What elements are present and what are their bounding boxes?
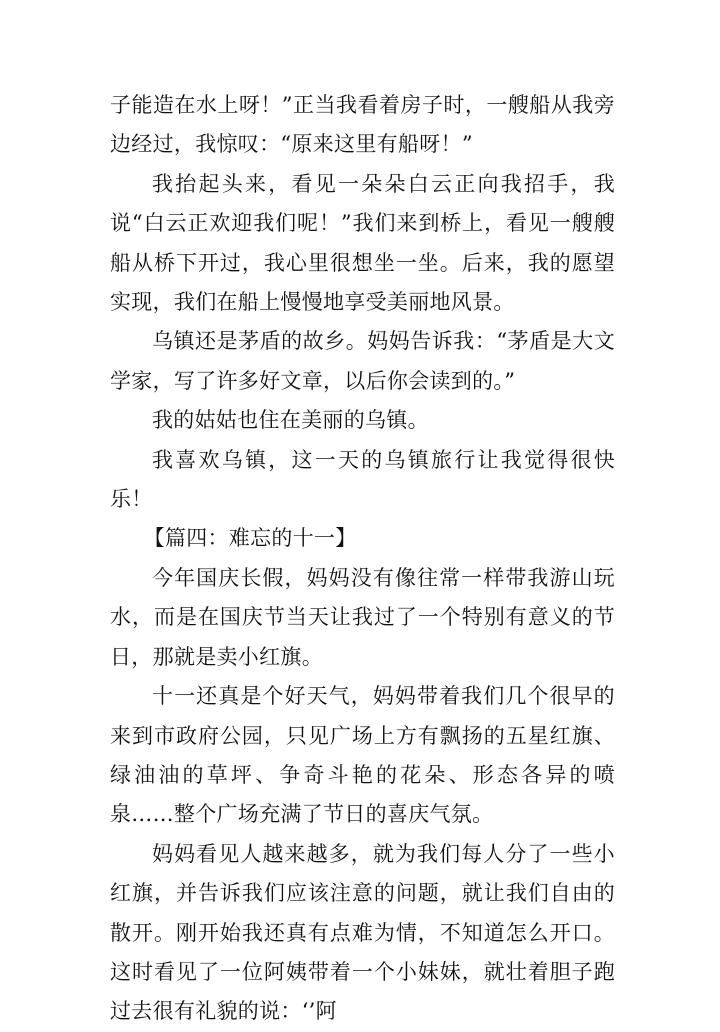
document-body [110, 86, 615, 1032]
section-heading: 【篇四：难忘的十一】 [143, 526, 357, 551]
paragraph-3: 乌镇还是茅盾的故乡。妈妈告诉我：“茅盾是大文学家，写了许多好文章，以后你会读到的。” [110, 329, 615, 393]
paragraph-8: 妈妈看见人越来越多，就为我们每人分了一些小红旗，并告诉我们应该注意的问题，就让我们自由的散开。刚开始我还真有点难为情，不知道怎么开口。这时看见了一位阿姨带着一个小妹妹，就壮着胆子跑过去很有礼貌的说：‘’阿 [110, 841, 615, 1024]
paragraph-7: 十一还真是个好天气，妈妈带着我们几个很早的来到市政府公园，只见广场上方有飘扬的五星红旗、绿油油的草坪、争奇斗艳的花朵、形态各异的喷泉……整个广场充满了节日的喜庆气氛。 [110, 684, 615, 827]
paragraph-2: 我抬起头来，看见一朵朵白云正向我招手，我说“白云正欢迎我们呢！”我们来到桥上，看见一艘艘船从桥下开过，我心里很想坐一坐。后来，我的愿望实现，我们在船上慢慢地享受美丽地风景。 [110, 171, 615, 315]
paragraph-4: 我的姑姑也住在美丽的乌镇。 [152, 408, 429, 433]
paragraph-1: 子能造在水上呀！”正当我看着房子时，一艘船从我旁边经过，我惊叹：“原来这里有船呀！” [110, 93, 615, 157]
paragraph-6: 今年国庆长假，妈妈没有像往常一样带我游山玩水，而是在国庆节当天让我过了一个特别有意义的节日，那就是卖小红旗。 [110, 565, 615, 669]
paragraph-5: 我喜欢乌镇，这一天的乌镇旅行让我觉得很快乐！ [110, 447, 615, 512]
